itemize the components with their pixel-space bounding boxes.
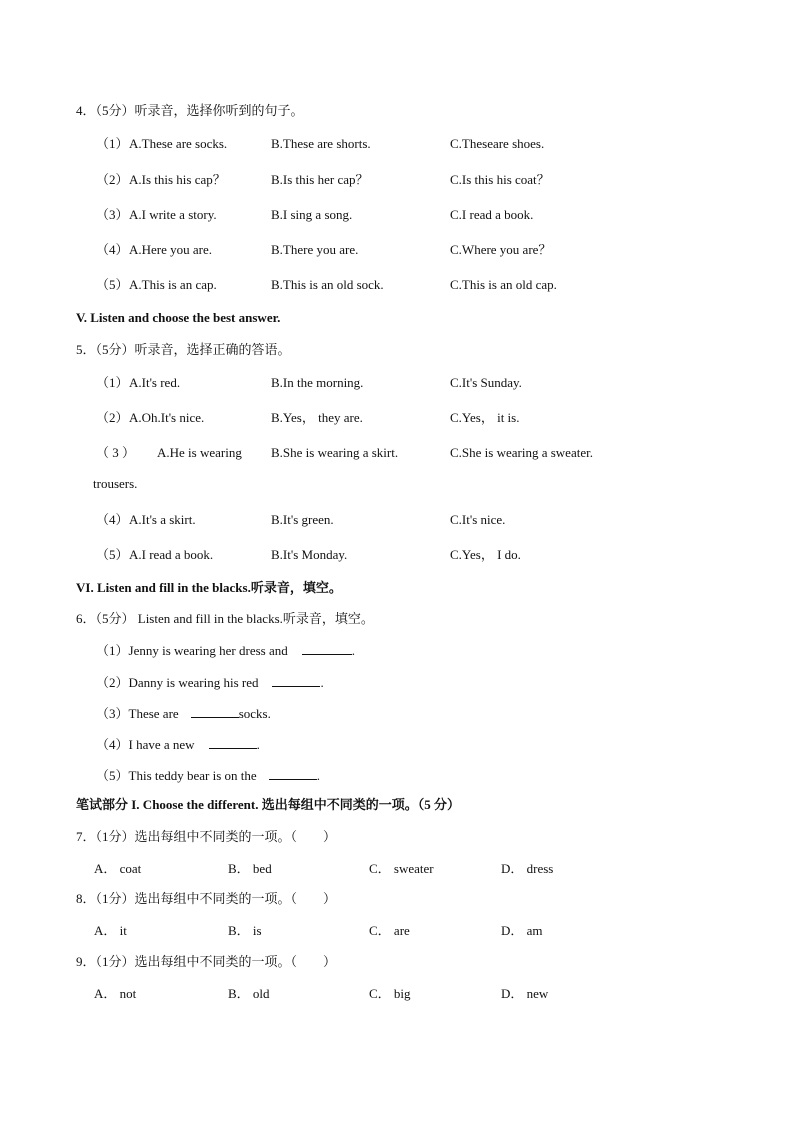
q6-row3-blank[interactable] [191, 705, 239, 718]
q5-row3-option-c: C.She is wearing a sweater. [450, 445, 593, 460]
q6-row1-num: （1） [96, 643, 129, 658]
q5-row2-num: （2） [96, 410, 129, 425]
q9-option-c[interactable]: C． big [369, 986, 411, 1001]
q4-row4-option-c: C.Where you are？ [450, 242, 552, 257]
q6-row4 [96, 736, 260, 753]
q4-row4-option-b: B.There you are. [271, 242, 359, 257]
q6-row5-after: . [316, 768, 320, 783]
section-v-heading: V. Listen and choose the best answer. [76, 310, 281, 325]
q4-row1-option-a: A.These are socks. [129, 136, 228, 151]
q6-row1-blank[interactable] [302, 642, 352, 655]
q9-option-d[interactable]: D． new [501, 986, 549, 1001]
q8-option-a[interactable]: A． it [94, 923, 127, 938]
q4-row4-num: （4） [96, 242, 129, 257]
q6-row5-blank[interactable] [269, 767, 317, 780]
q5-row4-option-c: C.It's nice. [450, 512, 506, 527]
q6-row4-num: （4） [96, 737, 129, 752]
q5-row5-option-a: A.I read a book. [129, 547, 214, 562]
q5-stem: 5．（5分）听录音，选择正确的答语。 [76, 342, 291, 357]
q5-row5-option-c: C.Yes， I do. [450, 547, 521, 562]
q5-row2-option-b: B.Yes， they are. [271, 410, 363, 425]
q6-row1-after: . [351, 643, 355, 658]
q6-row4-after: . [256, 737, 260, 752]
q6-row2-num: （2） [96, 675, 129, 690]
q8-stem: 8．（1分）选出每组中不同类的一项。（ ） [76, 891, 337, 906]
q5-row1-num: （1） [96, 375, 129, 390]
q4-row4-option-a: A.Here you are. [129, 242, 213, 257]
q5-row5-num: （5） [96, 547, 129, 562]
q6-row2 [96, 674, 324, 691]
q6-row5-num: （5） [96, 768, 129, 783]
q6-row2-text: Danny is wearing his red [128, 675, 259, 690]
q4-row2-option-b: B.Is this her cap？ [271, 172, 369, 187]
q5-row3-option-a-continued: trousers. [93, 476, 138, 491]
q5-row1-option-a: A.It's red. [129, 375, 181, 390]
q4-row5-num: （5） [96, 277, 129, 292]
q5-row4-num: （4） [96, 512, 129, 527]
q6-row4-text: I have a new [128, 737, 195, 752]
section-vi-heading: VI. Listen and fill in the blacks.听录音，填空。 [76, 580, 342, 595]
q6-row3-after: socks. [238, 706, 271, 721]
q8-option-b[interactable]: B． is [228, 923, 262, 938]
q4-row2-option-a: A.Is this his cap？ [129, 172, 226, 187]
q5-row1-option-b: B.In the morning. [271, 375, 364, 390]
q6-row5-text: This teddy bear is on the [128, 768, 257, 783]
q5-row4-option-a: A.It's a skirt. [129, 512, 196, 527]
q5-row3-num: （ 3 ） [96, 445, 136, 460]
q7-stem: 7．（1分）选出每组中不同类的一项。（ ） [76, 829, 337, 844]
q6-row3-text: These are [128, 706, 179, 721]
q5-row5-option-b: B.It's Monday. [271, 547, 348, 562]
q4-stem: 4．（5分）听录音，选择你听到的句子。 [76, 103, 304, 118]
q6-row4-blank[interactable] [209, 736, 257, 749]
q6-row1-text: Jenny is wearing her dress and [128, 643, 288, 658]
q6-row1 [96, 642, 355, 659]
q4-row5-option-a: A.This is an cap. [129, 277, 217, 292]
q6-row5 [96, 767, 320, 784]
q9-option-a[interactable]: A． not [94, 986, 137, 1001]
q7-option-a[interactable]: A． coat [94, 861, 142, 876]
q6-row3 [96, 705, 271, 722]
q5-row2-option-c: C.Yes， it is. [450, 410, 520, 425]
q4-row3-num: （3） [96, 207, 129, 222]
q4-row1-option-c: C.Theseare shoes. [450, 136, 545, 151]
q7-option-c[interactable]: C． sweater [369, 861, 434, 876]
q7-option-b[interactable]: B． bed [228, 861, 272, 876]
q4-row1-num: （1） [96, 136, 129, 151]
q6-stem: 6．（5分） Listen and fill in the blacks.听录音，填空。 [76, 611, 374, 626]
q8-option-c[interactable]: C． are [369, 923, 410, 938]
q8-option-d[interactable]: D． am [501, 923, 543, 938]
q5-row1-option-c: C.It's Sunday. [450, 375, 522, 390]
q4-row2-num: （2） [96, 172, 129, 187]
q6-row2-blank[interactable] [272, 674, 320, 687]
q5-row4-option-b: B.It's green. [271, 512, 334, 527]
q4-row5-option-c: C.This is an old cap. [450, 277, 557, 292]
q4-row1-option-b: B.These are shorts. [271, 136, 371, 151]
q4-row3-option-b: B.I sing a song. [271, 207, 353, 222]
q6-row2-after: . [320, 675, 324, 690]
q4-row3-option-c: C.I read a book. [450, 207, 534, 222]
q4-row5-option-b: B.This is an old sock. [271, 277, 384, 292]
q9-option-b[interactable]: B． old [228, 986, 270, 1001]
q9-stem: 9．（1分）选出每组中不同类的一项。（ ） [76, 954, 337, 969]
q5-row3-option-a: A.He is wearing [157, 445, 242, 460]
q4-row3-option-a: A.I write a story. [129, 207, 217, 222]
q5-row3-option-b: B.She is wearing a skirt. [271, 445, 399, 460]
q4-row2-option-c: C.Is this his coat？ [450, 172, 550, 187]
q7-option-d[interactable]: D． dress [501, 861, 554, 876]
q6-row3-num: （3） [96, 706, 129, 721]
written-section-heading: 笔试部分 I. Choose the different. 选出每组中不同类的一项。（5 分） [76, 797, 460, 812]
q5-row2-option-a: A.Oh.It's nice. [129, 410, 205, 425]
